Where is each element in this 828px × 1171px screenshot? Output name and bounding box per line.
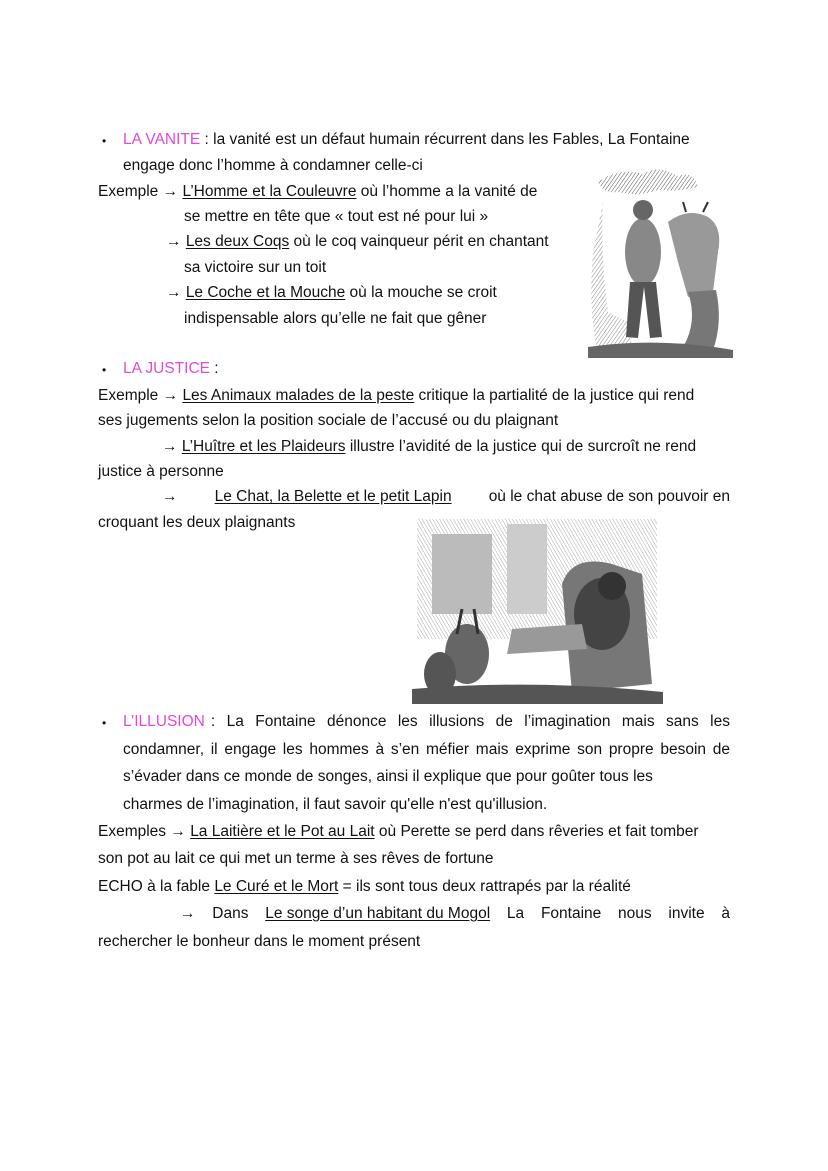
- engraving-image: [412, 514, 663, 704]
- engraving-image: [588, 162, 733, 358]
- vanite-heading: LA VANITE: [123, 131, 201, 148]
- illusion-example-2-cont: rechercher le bonheur dans le moment présent: [98, 933, 421, 950]
- illusion-example-1: Exemples → La Laitière et le Pot au Lait où Perette se perd dans rêveries et fait tomber: [98, 823, 699, 840]
- justice-example-2-cont: justice à personne: [98, 463, 224, 480]
- vanite-example-1: Exemple → L’Homme et la Couleuvre où l’homme a la vanité de: [98, 183, 538, 200]
- illustration-cat-weasel-rabbit: [412, 514, 663, 704]
- fable-title: Le Curé et le Mort: [214, 878, 339, 895]
- bullet: •: [102, 363, 107, 377]
- justice-example-3-cont: croquant les deux plaignants: [98, 514, 296, 531]
- vanite-line-2: engage donc l’homme à condamner celle-ci: [123, 157, 423, 174]
- fable-title: L’Homme et la Couleuvre: [182, 183, 357, 200]
- illusion-line-4: charmes de l’imagination, il faut savoir qu'elle n'est qu'illusion.: [123, 796, 548, 813]
- justice-example-3: → Le Chat, la Belette et le petit Lapin où le chat abuse de son pouvoir en: [162, 488, 730, 505]
- vanite-example-3-cont: indispensable alors qu’elle ne fait que gêner: [184, 310, 487, 327]
- fable-title: L’Huître et les Plaideurs: [181, 438, 346, 455]
- justice-example-2: → L’Huître et les Plaideurs illustre l’avidité de la justice qui de surcroît ne rend: [162, 438, 697, 455]
- fable-title: Le Coche et la Mouche: [185, 284, 346, 301]
- fable-title: Les Animaux malades de la peste: [182, 387, 415, 404]
- justice-heading: LA JUSTICE: [123, 360, 210, 377]
- illusion-line-1: L’ILLUSION : La Fontaine dénonce les illusions de l’imagination mais sans les: [123, 713, 730, 730]
- illusion-example-2: → Dans Le songe d’un habitant du Mogol La Fontaine nous invite à: [180, 905, 730, 922]
- vanite-example-3: → Le Coche et la Mouche où la mouche se croit: [166, 284, 497, 301]
- vanite-example-2-cont: sa victoire sur un toit: [184, 259, 327, 276]
- illustration-man-and-snake: [588, 162, 733, 358]
- fable-title: La Laitière et le Pot au Lait: [190, 823, 375, 840]
- justice-heading-line: LA JUSTICE :: [123, 360, 219, 377]
- bullet: •: [102, 134, 107, 148]
- vanite-example-1-cont: se mettre en tête que « tout est né pour lui »: [184, 208, 489, 225]
- bullet: •: [102, 716, 107, 730]
- illusion-line-2: condamner, il engage les hommes à s’en méfier mais exprime son propre besoin de: [123, 741, 730, 758]
- vanite-example-2: → Les deux Coqs où le coq vainqueur périt en chantant: [166, 233, 549, 250]
- vanite-line-1: LA VANITE : la vanité est un défaut humain récurrent dans les Fables, La Fontaine: [123, 131, 690, 148]
- justice-example-1-cont: ses jugements selon la position sociale de l’accusé ou du plaignant: [98, 412, 559, 429]
- illusion-example-1-cont: son pot au lait ce qui met un terme à ses rêves de fortune: [98, 850, 494, 867]
- illusion-line-3: s’évader dans ce monde de songes, ainsi il explique que pour goûter tous les: [123, 768, 653, 785]
- illusion-echo: ECHO à la fable Le Curé et le Mort = ils sont tous deux rattrapés par la réalité: [98, 878, 631, 895]
- illusion-heading: L’ILLUSION: [123, 713, 205, 730]
- fable-title: Le Chat, la Belette et le petit Lapin: [214, 488, 452, 505]
- fable-title: Les deux Coqs: [185, 233, 290, 250]
- justice-example-1: Exemple → Les Animaux malades de la peste critique la partialité de la justice qui rend: [98, 387, 695, 404]
- fable-title: Le songe d’un habitant du Mogol: [265, 905, 491, 922]
